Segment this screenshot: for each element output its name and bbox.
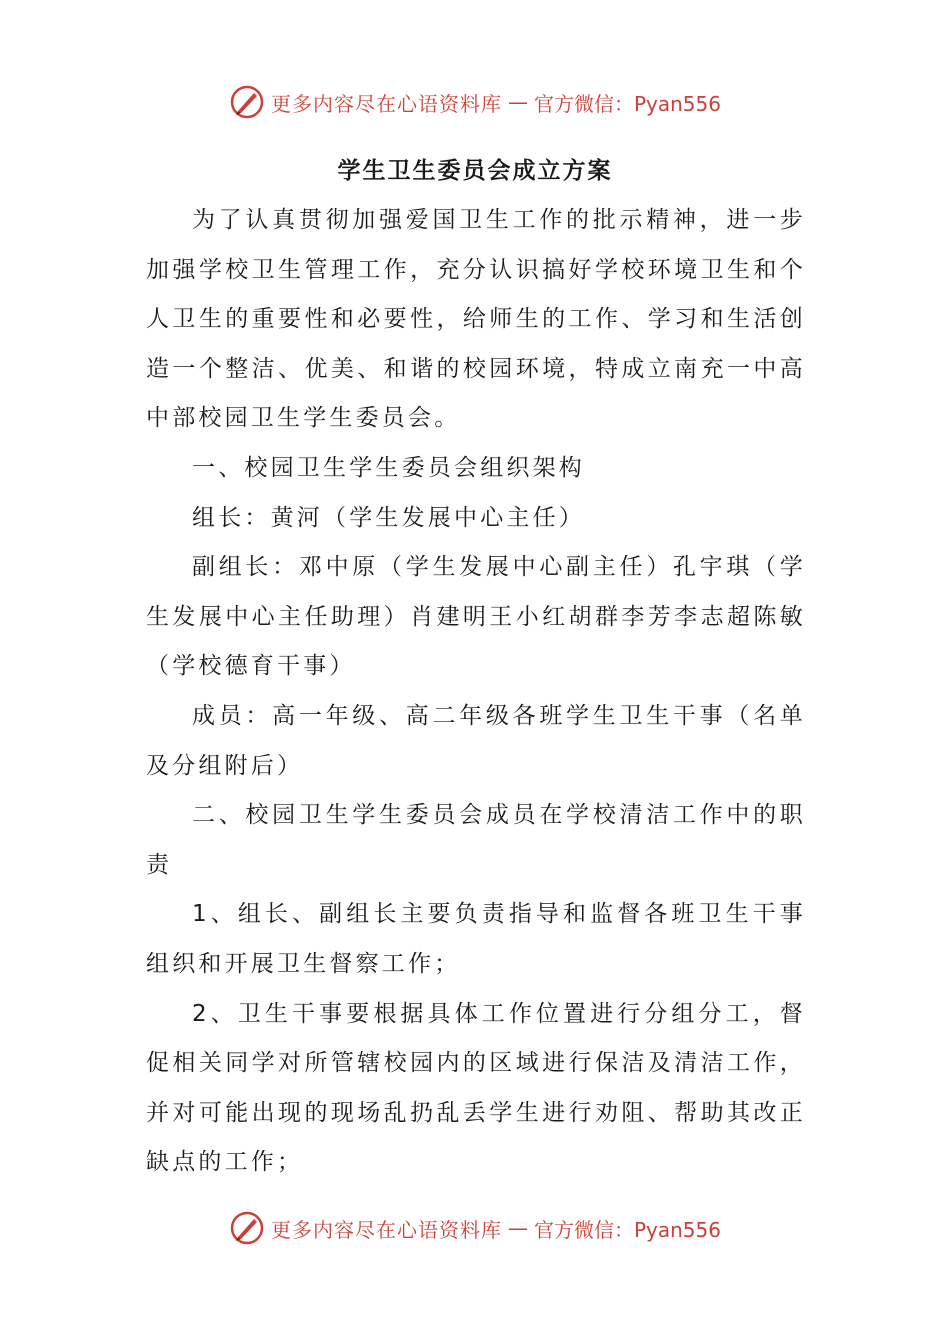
watermark-contact: 官方微信：Pyan556 [533,1217,721,1242]
list-item: 2、卫生干事要根据具体工作位置进行分组分工，督促相关同学对所管辖校园内的区域进行保洁及清洁工作，并对可能出现的现场乱扔乱丢学生进行劝阻、帮助其改正缺点的工作； [146,1000,806,1176]
list-item: 1、组长、副组长主要负责指导和监督各班卫生干事组织和开展卫生督察工作； [146,901,806,977]
watermark-header [0,84,950,120]
section-heading: 一、校园卫生学生委员会组织架构 [192,454,585,481]
pen-logo-icon [229,1210,265,1246]
watermark-separator: — [507,90,528,114]
watermark-footer [0,1210,950,1246]
watermark-text: 更多内容尽在心语资料库 [270,1217,502,1242]
paragraph: 为了认真贯彻加强爱国卫生工作的批示精神，进一步加强学校卫生管理工作，充分认识搞好学校环境卫生和个人卫生的重要性和必要性，给师生的工作、学习和生活创造一个整洁、优美、和谐的校园环境，特成立南充一中高中部校园卫生学生委员会。 [146,207,806,432]
section-heading: 二、校园卫生学生委员会成员在学校清洁工作中的职责 [146,802,806,878]
pen-logo-icon [229,84,265,120]
paragraph: 成员：高一年级、高二年级各班学生卫生干事（名单及分组附后） [146,702,806,779]
watermark-text: 更多内容尽在心语资料库 [270,91,502,116]
document-body [146,196,806,1188]
document-title: 学生卫生委员会成立方案 [337,158,613,184]
paragraph: 副组长：邓中原（学生发展中心副主任）孔宇琪（学生发展中心主任助理）肖建明王小红胡群李芳李志超陈敏（学校德育干事） [146,554,806,680]
paragraph: 组长：黄河（学生发展中心主任） [192,504,585,531]
watermark-contact: 官方微信：Pyan556 [533,91,721,116]
watermark-separator: — [507,1216,528,1240]
